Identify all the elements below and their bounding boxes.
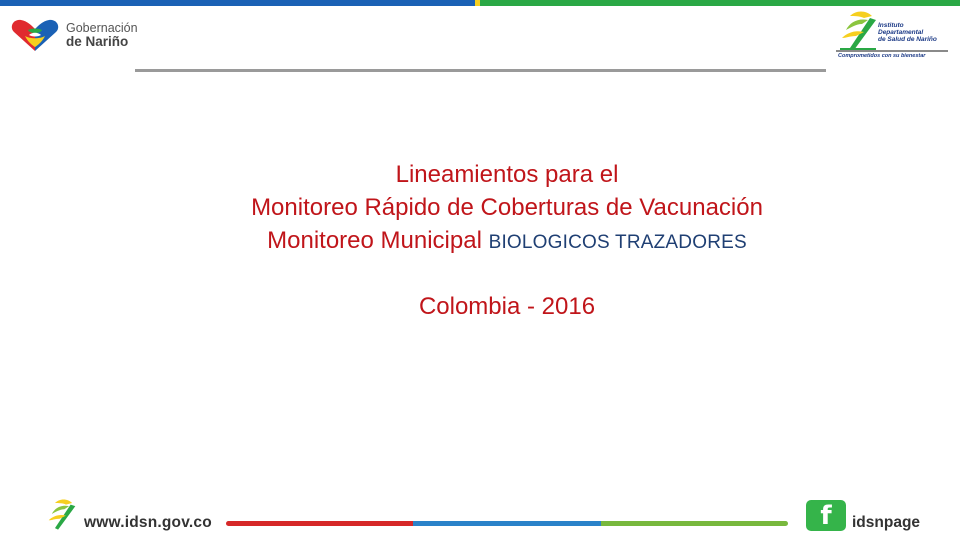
footer-color-bar xyxy=(226,521,788,526)
top-color-bar xyxy=(0,0,960,6)
facebook-handle[interactable]: idsnpage xyxy=(852,514,921,531)
country-year: Colombia - 2016 xyxy=(418,293,596,320)
top-bar-green xyxy=(480,0,960,6)
idsn-logo xyxy=(836,8,948,59)
idsn-underline xyxy=(836,50,948,52)
slide-title xyxy=(0,158,960,259)
facebook-icon[interactable] xyxy=(806,500,846,531)
website-link[interactable]: www.idsn.gov.co xyxy=(84,514,212,531)
idsn-leaf-logo-icon xyxy=(44,496,80,537)
footer-bar-blue xyxy=(413,521,600,526)
idsn-line1: Instituto xyxy=(878,22,904,29)
heart-logo-icon xyxy=(10,18,60,52)
idsn-line3: de Salud de Nariño xyxy=(878,36,937,43)
top-bar-blue xyxy=(0,0,475,6)
idsn-tagline: Comprometidos con su bienestar xyxy=(838,53,926,59)
gobernacion-line1: Gobernación xyxy=(66,21,138,35)
title-line3-sub: BIOLOGICOS TRAZADORES xyxy=(488,232,747,253)
title-line3-main: Monitoreo Municipal xyxy=(267,227,482,254)
footer-bar-red xyxy=(226,521,413,526)
title-line3 xyxy=(0,224,960,259)
facebook-glyph: f xyxy=(820,500,832,531)
title-line2: Monitoreo Rápido de Coberturas de Vacunación xyxy=(251,194,763,221)
header-divider xyxy=(135,69,826,72)
title-line1: Lineamientos para el xyxy=(395,161,619,188)
idsn-line2: Departamental xyxy=(878,29,924,36)
gobernacion-line2: de Nariño xyxy=(66,34,129,49)
gobernacion-logo xyxy=(10,18,138,52)
footer-bar-green xyxy=(601,521,788,526)
